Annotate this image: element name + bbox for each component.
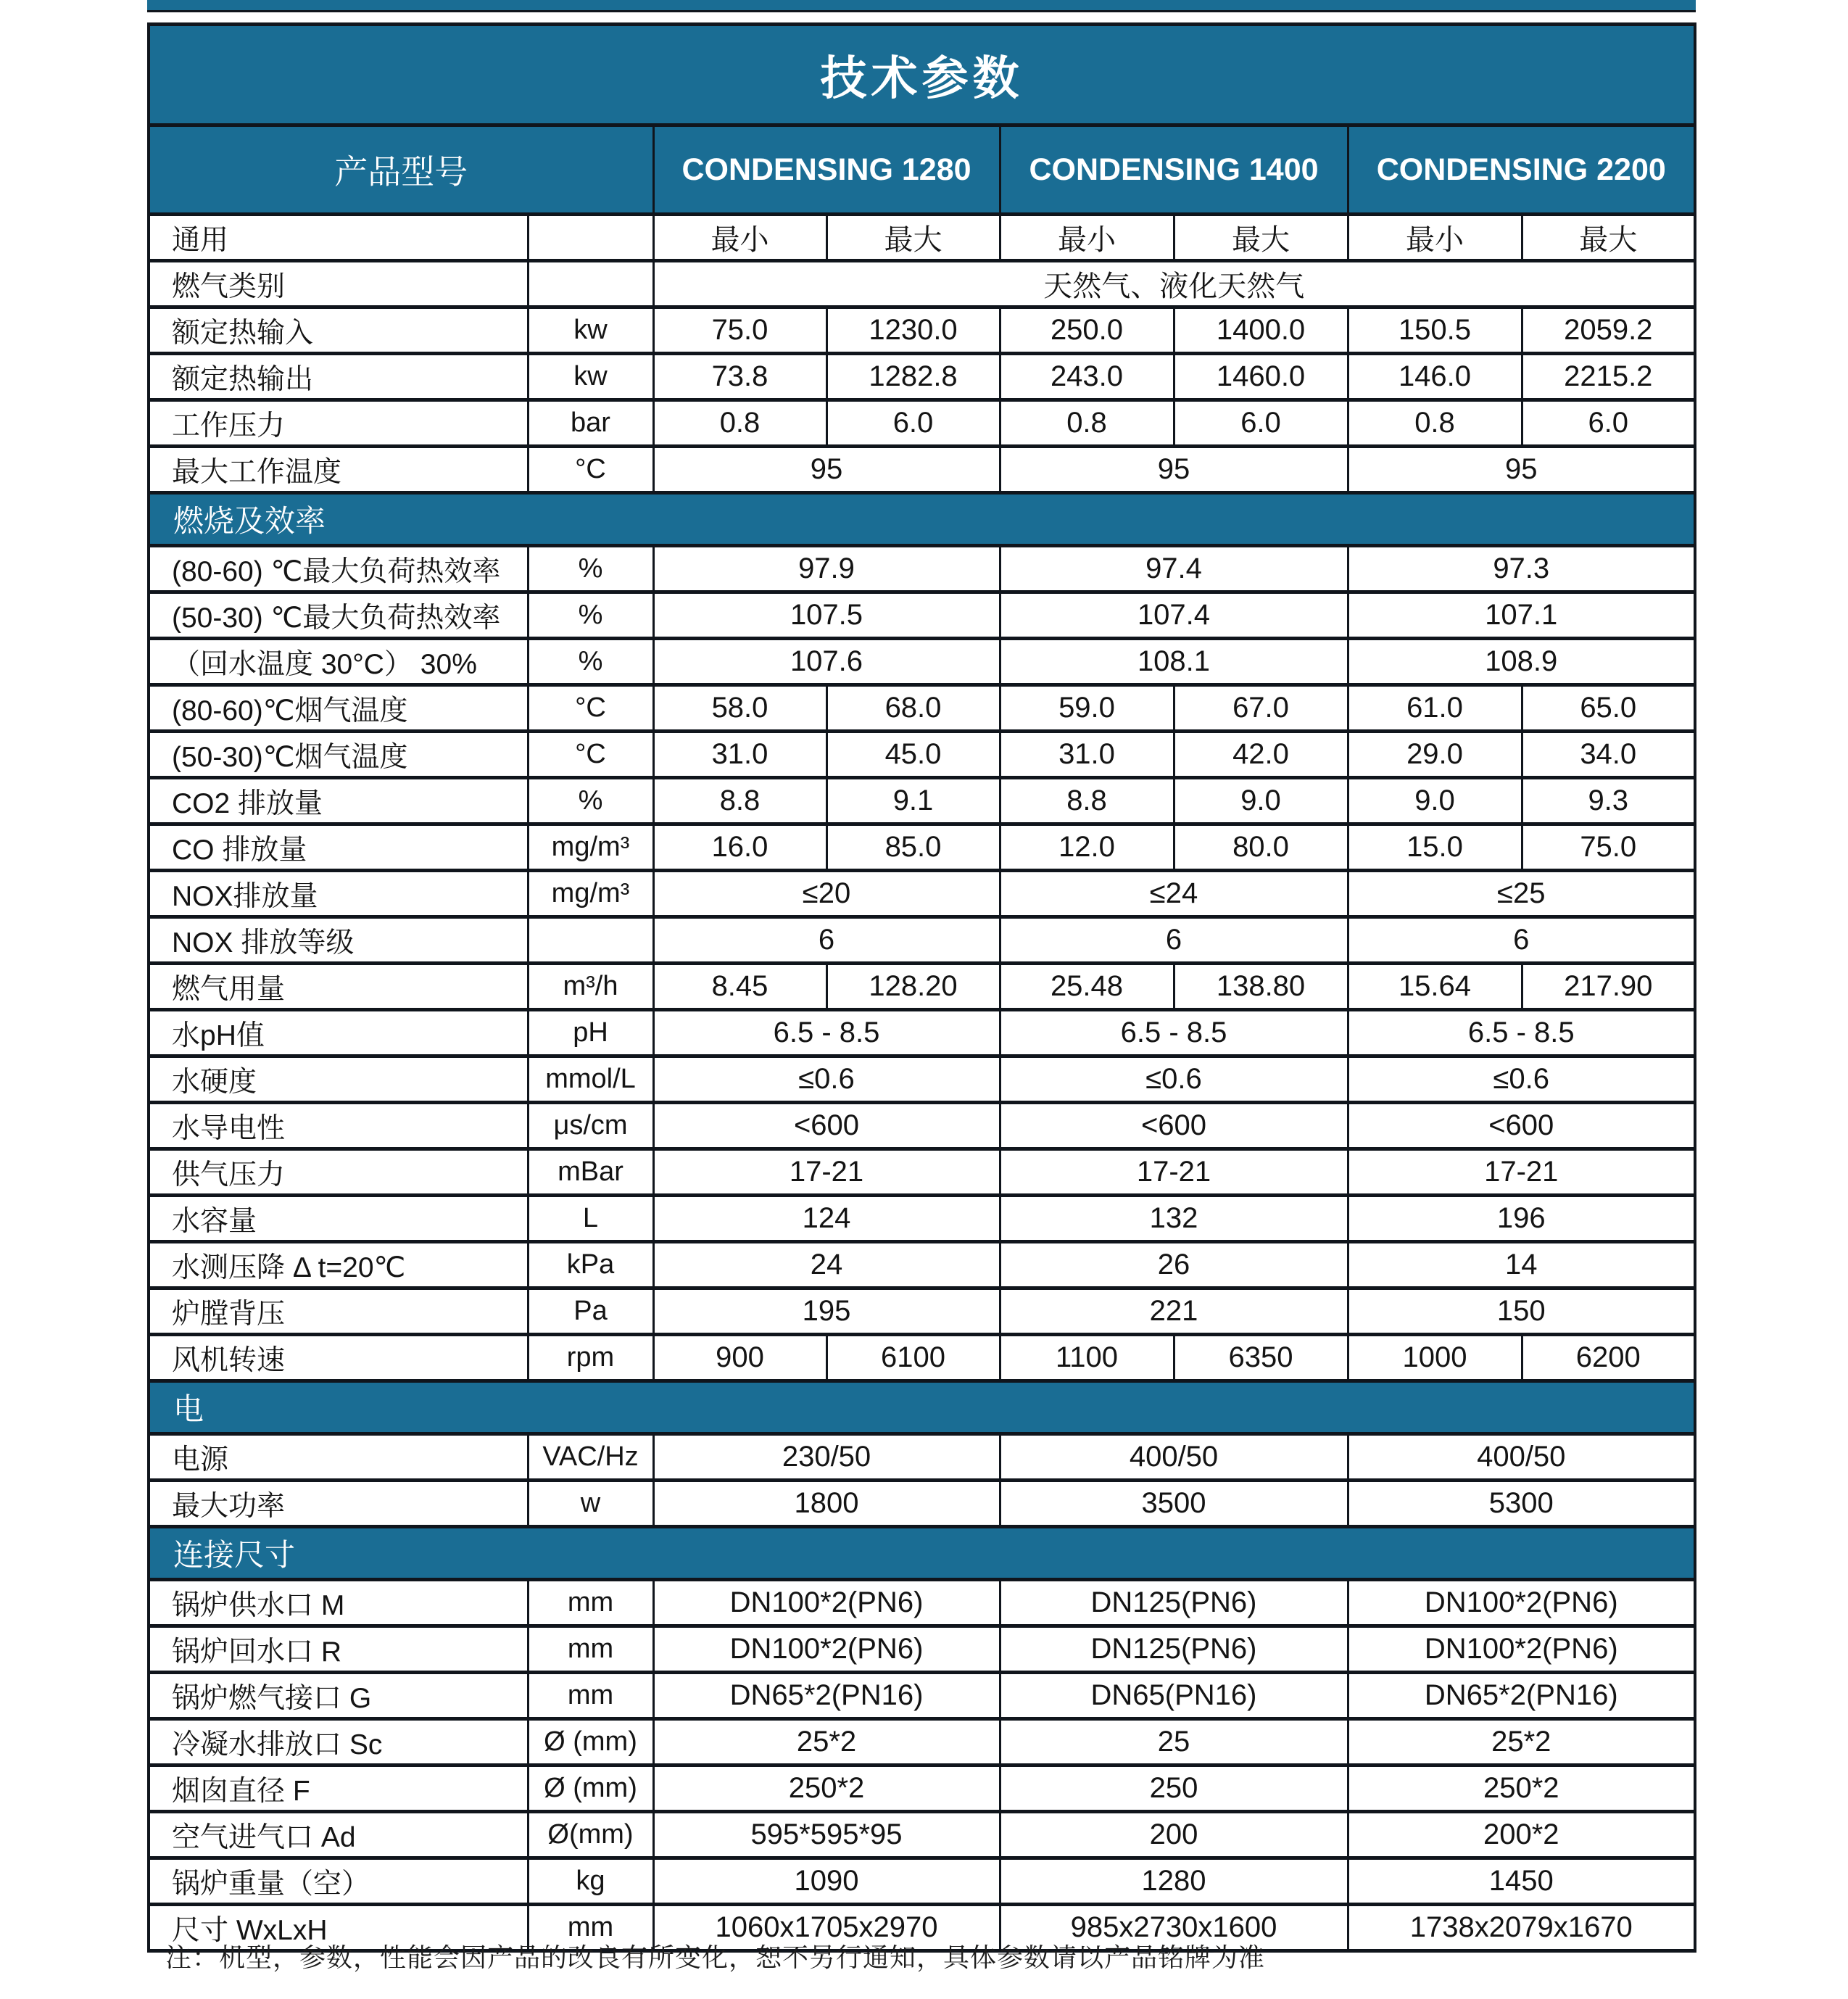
section-row bbox=[149, 1381, 1695, 1434]
value-cell: 250*2 bbox=[653, 1766, 1000, 1812]
value-cell: 6350 bbox=[1174, 1335, 1348, 1381]
value-cell: 138.80 bbox=[1174, 964, 1348, 1010]
value-cell: 595*595*95 bbox=[653, 1812, 1000, 1858]
param-label-cell: 锅炉回水口 R bbox=[149, 1626, 528, 1673]
value-cell: 1230.0 bbox=[826, 307, 1000, 354]
value-cell: 1460.0 bbox=[1174, 354, 1348, 400]
value-cell: ≤25 bbox=[1348, 871, 1695, 917]
model-header-condensing-1280: CONDENSING 1280 bbox=[653, 125, 1000, 215]
param-label-cell: 烟囱直径 F bbox=[149, 1766, 528, 1812]
footnote: 注：机型，参数，性能会因产品的改良有所变化，恕不另行通知，具体参数请以产品铭牌为准 bbox=[165, 1942, 1266, 1972]
value-cell: 250*2 bbox=[1348, 1766, 1695, 1812]
unit-cell: % bbox=[528, 778, 653, 824]
section-header: 连接尺寸 bbox=[149, 1527, 1695, 1580]
param-label-cell: 额定热输出 bbox=[149, 354, 528, 400]
unit-cell bbox=[528, 261, 653, 307]
table-row bbox=[149, 824, 1695, 871]
unit-cell: mm bbox=[528, 1905, 653, 1951]
value-cell: 2059.2 bbox=[1522, 307, 1695, 354]
param-label-cell: 风机转速 bbox=[149, 1335, 528, 1381]
value-cell: 217.90 bbox=[1522, 964, 1695, 1010]
param-label-cell: 工作压力 bbox=[149, 400, 528, 447]
table-row bbox=[149, 1626, 1695, 1673]
value-cell: 31.0 bbox=[1000, 732, 1174, 778]
value-cell: 15.64 bbox=[1348, 964, 1522, 1010]
param-label-cell: CO2 排放量 bbox=[149, 778, 528, 824]
value-cell: 95 bbox=[1000, 447, 1348, 493]
unit-cell: VAC/Hz bbox=[528, 1434, 653, 1481]
value-cell: 900 bbox=[653, 1335, 826, 1381]
value-cell: 6.5 - 8.5 bbox=[653, 1010, 1000, 1056]
table-row bbox=[149, 1149, 1695, 1196]
value-cell: 1060x1705x2970 bbox=[653, 1905, 1000, 1951]
unit-cell: mBar bbox=[528, 1149, 653, 1196]
table-row bbox=[149, 1766, 1695, 1812]
table-row bbox=[149, 732, 1695, 778]
value-cell: 221 bbox=[1000, 1288, 1348, 1335]
table-row bbox=[149, 354, 1695, 400]
unit-cell: pH bbox=[528, 1010, 653, 1056]
value-cell: 107.6 bbox=[653, 639, 1000, 685]
unit-cell: m³/h bbox=[528, 964, 653, 1010]
value-cell: 24 bbox=[653, 1242, 1000, 1288]
unit-cell: °C bbox=[528, 447, 653, 493]
param-label-cell: 通用 bbox=[149, 215, 528, 261]
value-cell: 146.0 bbox=[1348, 354, 1522, 400]
value-cell: 31.0 bbox=[653, 732, 826, 778]
model-header-condensing-2200: CONDENSING 2200 bbox=[1348, 125, 1695, 215]
unit-cell: μs/cm bbox=[528, 1103, 653, 1149]
param-label-cell: NOX 排放等级 bbox=[149, 917, 528, 964]
table-row bbox=[149, 592, 1695, 639]
table-row bbox=[149, 1434, 1695, 1481]
top-accent-bar bbox=[147, 0, 1696, 12]
value-cell: 58.0 bbox=[653, 685, 826, 732]
unit-cell: Ø (mm) bbox=[528, 1719, 653, 1766]
value-cell: 230/50 bbox=[653, 1434, 1000, 1481]
param-label-cell: 额定热输入 bbox=[149, 307, 528, 354]
value-cell: 108.9 bbox=[1348, 639, 1695, 685]
param-label-cell: 水硬度 bbox=[149, 1056, 528, 1103]
unit-cell: % bbox=[528, 639, 653, 685]
section-header: 燃烧及效率 bbox=[149, 493, 1695, 546]
param-label-cell: (80-60) ℃最大负荷热效率 bbox=[149, 546, 528, 592]
table-row bbox=[149, 871, 1695, 917]
param-label-cell: 水pH值 bbox=[149, 1010, 528, 1056]
value-cell: <600 bbox=[1348, 1103, 1695, 1149]
param-label-cell: 电源 bbox=[149, 1434, 528, 1481]
table-row bbox=[149, 1242, 1695, 1288]
value-cell: 85.0 bbox=[826, 824, 1000, 871]
value-cell: 6 bbox=[1000, 917, 1348, 964]
value-cell: 15.0 bbox=[1348, 824, 1522, 871]
value-cell: DN65*2(PN16) bbox=[1348, 1673, 1695, 1719]
value-cell: 5300 bbox=[1348, 1481, 1695, 1527]
unit-cell bbox=[528, 917, 653, 964]
value-cell: 天然气、液化天然气 bbox=[653, 261, 1695, 307]
value-cell: DN100*2(PN6) bbox=[653, 1580, 1000, 1626]
unit-cell: °C bbox=[528, 732, 653, 778]
page-title: 技术参数 bbox=[149, 25, 1695, 125]
value-cell: 75.0 bbox=[1522, 824, 1695, 871]
value-cell: ≤0.6 bbox=[1348, 1056, 1695, 1103]
value-cell: 61.0 bbox=[1348, 685, 1522, 732]
value-cell: 6.5 - 8.5 bbox=[1348, 1010, 1695, 1056]
value-cell: 6.0 bbox=[1174, 400, 1348, 447]
value-cell: 最小 bbox=[1000, 215, 1174, 261]
value-cell: 95 bbox=[1348, 447, 1695, 493]
unit-cell: L bbox=[528, 1196, 653, 1242]
value-cell: 65.0 bbox=[1522, 685, 1695, 732]
value-cell: 9.3 bbox=[1522, 778, 1695, 824]
unit-cell: mmol/L bbox=[528, 1056, 653, 1103]
param-label-cell: NOX排放量 bbox=[149, 871, 528, 917]
param-label-cell: 尺寸 WxLxH bbox=[149, 1905, 528, 1951]
table-row bbox=[149, 261, 1695, 307]
value-cell: 0.8 bbox=[1348, 400, 1522, 447]
param-label-cell: 最大功率 bbox=[149, 1481, 528, 1527]
table-row bbox=[149, 639, 1695, 685]
value-cell: 67.0 bbox=[1174, 685, 1348, 732]
model-header-row bbox=[149, 125, 1695, 215]
table-row bbox=[149, 1580, 1695, 1626]
value-cell: 73.8 bbox=[653, 354, 826, 400]
param-label-cell: 空气进气口 Ad bbox=[149, 1812, 528, 1858]
value-cell: 34.0 bbox=[1522, 732, 1695, 778]
value-cell: 128.20 bbox=[826, 964, 1000, 1010]
product-model-label: 产品型号 bbox=[149, 125, 653, 215]
value-cell: DN100*2(PN6) bbox=[1348, 1580, 1695, 1626]
value-cell: <600 bbox=[1000, 1103, 1348, 1149]
value-cell: 6.5 - 8.5 bbox=[1000, 1010, 1348, 1056]
value-cell: 6.0 bbox=[826, 400, 1000, 447]
value-cell: 1738x2079x1670 bbox=[1348, 1905, 1695, 1951]
param-label-cell: 水容量 bbox=[149, 1196, 528, 1242]
table-row bbox=[149, 917, 1695, 964]
table-row bbox=[149, 1288, 1695, 1335]
table-row bbox=[149, 1196, 1695, 1242]
value-cell: 107.4 bbox=[1000, 592, 1348, 639]
value-cell: 243.0 bbox=[1000, 354, 1174, 400]
value-cell: 17-21 bbox=[653, 1149, 1000, 1196]
unit-cell: kw bbox=[528, 307, 653, 354]
value-cell: 95 bbox=[653, 447, 1000, 493]
table-row bbox=[149, 778, 1695, 824]
model-header-condensing-1400: CONDENSING 1400 bbox=[1000, 125, 1348, 215]
unit-cell: mm bbox=[528, 1673, 653, 1719]
value-cell: 6100 bbox=[826, 1335, 1000, 1381]
value-cell: 400/50 bbox=[1000, 1434, 1348, 1481]
param-label-cell: 最大工作温度 bbox=[149, 447, 528, 493]
table-row bbox=[149, 307, 1695, 354]
value-cell: 1000 bbox=[1348, 1335, 1522, 1381]
value-cell: 6 bbox=[1348, 917, 1695, 964]
value-cell: 最小 bbox=[653, 215, 826, 261]
value-cell: 1282.8 bbox=[826, 354, 1000, 400]
unit-cell: kg bbox=[528, 1858, 653, 1905]
unit-cell: bar bbox=[528, 400, 653, 447]
table-row bbox=[149, 215, 1695, 261]
value-cell: 9.0 bbox=[1348, 778, 1522, 824]
value-cell: 6 bbox=[653, 917, 1000, 964]
param-label-cell: 水导电性 bbox=[149, 1103, 528, 1149]
value-cell: ≤0.6 bbox=[653, 1056, 1000, 1103]
value-cell: DN100*2(PN6) bbox=[1348, 1626, 1695, 1673]
value-cell: 200 bbox=[1000, 1812, 1348, 1858]
value-cell: 16.0 bbox=[653, 824, 826, 871]
unit-cell: % bbox=[528, 592, 653, 639]
table-row bbox=[149, 1103, 1695, 1149]
value-cell: 196 bbox=[1348, 1196, 1695, 1242]
unit-cell: mg/m³ bbox=[528, 824, 653, 871]
value-cell: 200*2 bbox=[1348, 1812, 1695, 1858]
param-label-cell: 锅炉重量（空） bbox=[149, 1858, 528, 1905]
value-cell: 17-21 bbox=[1348, 1149, 1695, 1196]
table-row bbox=[149, 964, 1695, 1010]
unit-cell: mm bbox=[528, 1626, 653, 1673]
value-cell: 0.8 bbox=[1000, 400, 1174, 447]
value-cell: 107.1 bbox=[1348, 592, 1695, 639]
value-cell: ≤0.6 bbox=[1000, 1056, 1348, 1103]
value-cell: 12.0 bbox=[1000, 824, 1174, 871]
unit-cell: Ø (mm) bbox=[528, 1766, 653, 1812]
value-cell: ≤20 bbox=[653, 871, 1000, 917]
unit-cell: mg/m³ bbox=[528, 871, 653, 917]
spec-table bbox=[147, 22, 1696, 1953]
param-label-cell: 供气压力 bbox=[149, 1149, 528, 1196]
param-label-cell: (50-30)℃烟气温度 bbox=[149, 732, 528, 778]
value-cell: 1280 bbox=[1000, 1858, 1348, 1905]
value-cell: 8.8 bbox=[1000, 778, 1174, 824]
table-row bbox=[149, 1010, 1695, 1056]
section-row bbox=[149, 1527, 1695, 1580]
value-cell: 17-21 bbox=[1000, 1149, 1348, 1196]
table-row bbox=[149, 1719, 1695, 1766]
value-cell: 124 bbox=[653, 1196, 1000, 1242]
param-label-cell: 燃气类别 bbox=[149, 261, 528, 307]
value-cell: 最大 bbox=[1174, 215, 1348, 261]
unit-cell: % bbox=[528, 546, 653, 592]
value-cell: 80.0 bbox=[1174, 824, 1348, 871]
value-cell: 最小 bbox=[1348, 215, 1522, 261]
param-label-cell: 锅炉燃气接口 G bbox=[149, 1673, 528, 1719]
value-cell: 25*2 bbox=[653, 1719, 1000, 1766]
value-cell: 25 bbox=[1000, 1719, 1348, 1766]
value-cell: 最大 bbox=[1522, 215, 1695, 261]
param-label-cell: CO 排放量 bbox=[149, 824, 528, 871]
value-cell: 3500 bbox=[1000, 1481, 1348, 1527]
value-cell: 150 bbox=[1348, 1288, 1695, 1335]
unit-cell: w bbox=[528, 1481, 653, 1527]
value-cell: 6200 bbox=[1522, 1335, 1695, 1381]
value-cell: 250.0 bbox=[1000, 307, 1174, 354]
value-cell: <600 bbox=[653, 1103, 1000, 1149]
value-cell: 42.0 bbox=[1174, 732, 1348, 778]
unit-cell: °C bbox=[528, 685, 653, 732]
table-row bbox=[149, 1056, 1695, 1103]
value-cell: 250 bbox=[1000, 1766, 1348, 1812]
value-cell: 1400.0 bbox=[1174, 307, 1348, 354]
table-row bbox=[149, 1335, 1695, 1381]
value-cell: 150.5 bbox=[1348, 307, 1522, 354]
unit-cell: Ø(mm) bbox=[528, 1812, 653, 1858]
value-cell: 97.3 bbox=[1348, 546, 1695, 592]
value-cell: 1100 bbox=[1000, 1335, 1174, 1381]
section-row bbox=[149, 493, 1695, 546]
table-row bbox=[149, 400, 1695, 447]
value-cell: 6.0 bbox=[1522, 400, 1695, 447]
value-cell: 59.0 bbox=[1000, 685, 1174, 732]
value-cell: 8.8 bbox=[653, 778, 826, 824]
value-cell: DN125(PN6) bbox=[1000, 1626, 1348, 1673]
value-cell: DN100*2(PN6) bbox=[653, 1626, 1000, 1673]
param-label-cell: 水测压降 Δ t=20℃ bbox=[149, 1242, 528, 1288]
value-cell: 26 bbox=[1000, 1242, 1348, 1288]
value-cell: 29.0 bbox=[1348, 732, 1522, 778]
value-cell: 25*2 bbox=[1348, 1719, 1695, 1766]
param-label-cell: (80-60)℃烟气温度 bbox=[149, 685, 528, 732]
table-row bbox=[149, 685, 1695, 732]
value-cell: 97.9 bbox=[653, 546, 1000, 592]
value-cell: 1090 bbox=[653, 1858, 1000, 1905]
value-cell: 1450 bbox=[1348, 1858, 1695, 1905]
table-row bbox=[149, 1858, 1695, 1905]
value-cell: 8.45 bbox=[653, 964, 826, 1010]
unit-cell: Pa bbox=[528, 1288, 653, 1335]
table-row bbox=[149, 1812, 1695, 1858]
value-cell: 97.4 bbox=[1000, 546, 1348, 592]
unit-cell: mm bbox=[528, 1580, 653, 1626]
value-cell: DN65(PN16) bbox=[1000, 1673, 1348, 1719]
table-row bbox=[149, 447, 1695, 493]
value-cell: 9.1 bbox=[826, 778, 1000, 824]
value-cell: 0.8 bbox=[653, 400, 826, 447]
value-cell: 14 bbox=[1348, 1242, 1695, 1288]
value-cell: 68.0 bbox=[826, 685, 1000, 732]
value-cell: DN125(PN6) bbox=[1000, 1580, 1348, 1626]
value-cell: 75.0 bbox=[653, 307, 826, 354]
value-cell: 108.1 bbox=[1000, 639, 1348, 685]
value-cell: 9.0 bbox=[1174, 778, 1348, 824]
title-row bbox=[149, 25, 1695, 125]
value-cell: 107.5 bbox=[653, 592, 1000, 639]
param-label-cell: (50-30) ℃最大负荷热效率 bbox=[149, 592, 528, 639]
param-label-cell: 冷凝水排放口 Sc bbox=[149, 1719, 528, 1766]
value-cell: 最大 bbox=[826, 215, 1000, 261]
value-cell: DN65*2(PN16) bbox=[653, 1673, 1000, 1719]
value-cell: 400/50 bbox=[1348, 1434, 1695, 1481]
param-label-cell: 锅炉供水口 M bbox=[149, 1580, 528, 1626]
value-cell: 132 bbox=[1000, 1196, 1348, 1242]
param-label-cell: （回水温度 30°C） 30% bbox=[149, 639, 528, 685]
value-cell: 25.48 bbox=[1000, 964, 1174, 1010]
value-cell: 985x2730x1600 bbox=[1000, 1905, 1348, 1951]
value-cell: 1800 bbox=[653, 1481, 1000, 1527]
unit-cell bbox=[528, 215, 653, 261]
value-cell: 45.0 bbox=[826, 732, 1000, 778]
table-row bbox=[149, 546, 1695, 592]
unit-cell: kw bbox=[528, 354, 653, 400]
value-cell: 2215.2 bbox=[1522, 354, 1695, 400]
table-row bbox=[149, 1481, 1695, 1527]
value-cell: 195 bbox=[653, 1288, 1000, 1335]
value-cell: ≤24 bbox=[1000, 871, 1348, 917]
table-row bbox=[149, 1673, 1695, 1719]
unit-cell: kPa bbox=[528, 1242, 653, 1288]
param-label-cell: 燃气用量 bbox=[149, 964, 528, 1010]
section-header: 电 bbox=[149, 1381, 1695, 1434]
unit-cell: rpm bbox=[528, 1335, 653, 1381]
param-label-cell: 炉膛背压 bbox=[149, 1288, 528, 1335]
